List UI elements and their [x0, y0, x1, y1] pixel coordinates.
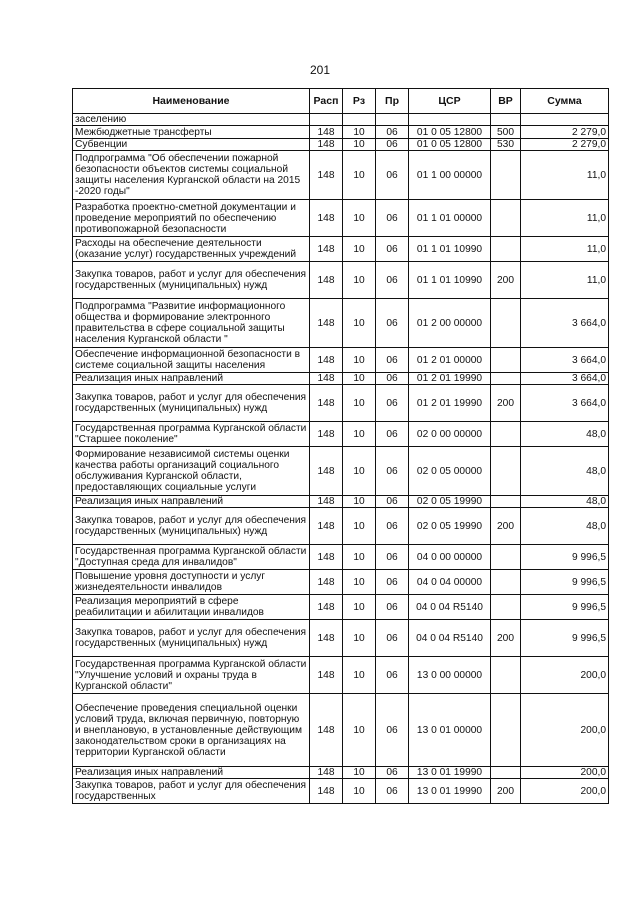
cell-vr	[491, 545, 521, 570]
table-row	[73, 139, 609, 151]
cell-name: Реализация иных направлений	[73, 496, 310, 508]
table-row	[73, 779, 609, 804]
cell-vr	[491, 595, 521, 620]
cell-rz: 10	[343, 545, 376, 570]
cell-vr: 200	[491, 779, 521, 804]
cell-vr: 200	[491, 262, 521, 299]
cell-csr: 01 0 05 12800	[409, 126, 491, 139]
cell-sum: 48,0	[521, 496, 609, 508]
cell-csr: 04 0 04 R5140	[409, 595, 491, 620]
cell-name: Закупка товаров, работ и услуг для обеспечения государственных	[73, 779, 310, 804]
table-row	[73, 373, 609, 385]
cell-csr: 01 1 01 00000	[409, 200, 491, 237]
cell-vr	[491, 237, 521, 262]
cell-pr: 06	[376, 422, 409, 447]
cell-vr	[491, 348, 521, 373]
cell-name: Формирование независимой системы оценки качества работы организаций социального обслуживания Курганской области, предоставляющих социальные услуги	[73, 447, 310, 496]
cell-rz: 10	[343, 373, 376, 385]
cell-csr: 01 2 01 00000	[409, 348, 491, 373]
cell-pr: 06	[376, 508, 409, 545]
cell-csr: 01 1 00 00000	[409, 151, 491, 200]
cell-pr: 06	[376, 694, 409, 767]
cell-csr: 02 0 05 00000	[409, 447, 491, 496]
cell-vr: 500	[491, 126, 521, 139]
table-row	[73, 767, 609, 779]
cell-pr: 06	[376, 620, 409, 657]
cell-pr: 06	[376, 496, 409, 508]
cell-rz: 10	[343, 385, 376, 422]
table-row	[73, 595, 609, 620]
cell-rasp: 148	[310, 657, 343, 694]
cell-rz: 10	[343, 508, 376, 545]
table-row	[73, 237, 609, 262]
cell-rasp: 148	[310, 570, 343, 595]
cell-rasp: 148	[310, 767, 343, 779]
cell-name: Субвенции	[73, 139, 310, 151]
header-csr: ЦСР	[409, 89, 491, 114]
cell-rasp	[310, 114, 343, 126]
cell-sum: 11,0	[521, 151, 609, 200]
table-row	[73, 126, 609, 139]
cell-rz: 10	[343, 779, 376, 804]
cell-rasp: 148	[310, 237, 343, 262]
cell-name: Обеспечение проведения специальной оценки условий труда, включая первичную, повторную и внеплановую, в установленные действующим законодательством сроки в организациях на территории Курганской области	[73, 694, 310, 767]
cell-vr	[491, 694, 521, 767]
cell-vr: 200	[491, 508, 521, 545]
cell-rasp: 148	[310, 595, 343, 620]
cell-sum: 3 664,0	[521, 385, 609, 422]
cell-pr: 06	[376, 348, 409, 373]
cell-sum: 9 996,5	[521, 595, 609, 620]
cell-pr: 06	[376, 139, 409, 151]
cell-name: Закупка товаров, работ и услуг для обеспечения государственных (муниципальных) нужд	[73, 508, 310, 545]
cell-csr: 13 0 01 19990	[409, 767, 491, 779]
cell-pr: 06	[376, 237, 409, 262]
cell-vr: 200	[491, 385, 521, 422]
cell-rz: 10	[343, 570, 376, 595]
cell-name: Обеспечение информационной безопасности в системе социальной защиты населения	[73, 348, 310, 373]
table-body	[73, 114, 609, 804]
cell-rasp: 148	[310, 385, 343, 422]
cell-csr: 01 2 00 00000	[409, 299, 491, 348]
cell-vr	[491, 447, 521, 496]
cell-name: Государственная программа Курганской области "Доступная среда для инвалидов"	[73, 545, 310, 570]
cell-rz: 10	[343, 447, 376, 496]
cell-sum: 200,0	[521, 767, 609, 779]
cell-csr: 02 0 00 00000	[409, 422, 491, 447]
cell-csr: 02 0 05 19990	[409, 496, 491, 508]
cell-rz	[343, 114, 376, 126]
cell-rz: 10	[343, 595, 376, 620]
cell-rz: 10	[343, 620, 376, 657]
cell-name: Закупка товаров, работ и услуг для обеспечения государственных (муниципальных) нужд	[73, 262, 310, 299]
cell-rasp: 148	[310, 447, 343, 496]
cell-rz: 10	[343, 126, 376, 139]
cell-csr: 01 1 01 10990	[409, 237, 491, 262]
header-rasp: Расп	[310, 89, 343, 114]
cell-rasp: 148	[310, 496, 343, 508]
cell-sum: 48,0	[521, 508, 609, 545]
table-row	[73, 545, 609, 570]
cell-name: Повышение уровня доступности и услуг жизнедеятельности инвалидов	[73, 570, 310, 595]
cell-pr: 06	[376, 151, 409, 200]
cell-pr: 06	[376, 373, 409, 385]
cell-vr	[491, 570, 521, 595]
cell-vr	[491, 299, 521, 348]
cell-name: Закупка товаров, работ и услуг для обеспечения государственных (муниципальных) нужд	[73, 385, 310, 422]
table-row	[73, 508, 609, 545]
cell-vr	[491, 657, 521, 694]
cell-sum: 48,0	[521, 447, 609, 496]
table-header-row	[73, 89, 609, 114]
budget-table	[72, 88, 609, 804]
cell-rz: 10	[343, 657, 376, 694]
cell-rasp: 148	[310, 779, 343, 804]
table-row	[73, 570, 609, 595]
table-row	[73, 114, 609, 126]
cell-sum: 3 664,0	[521, 348, 609, 373]
cell-vr	[491, 422, 521, 447]
cell-rasp: 148	[310, 373, 343, 385]
cell-pr	[376, 114, 409, 126]
cell-rasp: 148	[310, 126, 343, 139]
cell-rz: 10	[343, 694, 376, 767]
cell-pr: 06	[376, 545, 409, 570]
table-row	[73, 348, 609, 373]
cell-csr	[409, 114, 491, 126]
cell-pr: 06	[376, 767, 409, 779]
cell-rasp: 148	[310, 694, 343, 767]
table-row	[73, 657, 609, 694]
cell-csr: 13 0 01 00000	[409, 694, 491, 767]
header-sum: Сумма	[521, 89, 609, 114]
cell-rasp: 148	[310, 508, 343, 545]
cell-name: Разработка проектно-сметной документации и проведение мероприятий по обеспечению противопожарной безопасности	[73, 200, 310, 237]
cell-rasp: 148	[310, 348, 343, 373]
cell-csr: 04 0 04 R5140	[409, 620, 491, 657]
cell-vr	[491, 373, 521, 385]
cell-csr: 02 0 05 19990	[409, 508, 491, 545]
table-row	[73, 200, 609, 237]
cell-pr: 06	[376, 595, 409, 620]
cell-rasp: 148	[310, 139, 343, 151]
cell-rz: 10	[343, 348, 376, 373]
cell-sum: 3 664,0	[521, 373, 609, 385]
cell-sum: 9 996,5	[521, 570, 609, 595]
cell-rasp: 148	[310, 299, 343, 348]
header-pr: Пр	[376, 89, 409, 114]
cell-csr: 01 2 01 19990	[409, 373, 491, 385]
table-row	[73, 385, 609, 422]
cell-rz: 10	[343, 422, 376, 447]
cell-vr	[491, 200, 521, 237]
cell-vr	[491, 496, 521, 508]
cell-name: заселению	[73, 114, 310, 126]
cell-pr: 06	[376, 262, 409, 299]
cell-pr: 06	[376, 779, 409, 804]
cell-rz: 10	[343, 767, 376, 779]
cell-rz: 10	[343, 496, 376, 508]
cell-pr: 06	[376, 385, 409, 422]
cell-rz: 10	[343, 151, 376, 200]
table-row	[73, 262, 609, 299]
cell-name: Государственная программа Курганской области "Старшее поколение"	[73, 422, 310, 447]
cell-rz: 10	[343, 237, 376, 262]
cell-sum: 48,0	[521, 422, 609, 447]
cell-csr: 04 0 00 00000	[409, 545, 491, 570]
cell-vr: 200	[491, 620, 521, 657]
cell-sum: 2 279,0	[521, 139, 609, 151]
header-vr: ВР	[491, 89, 521, 114]
table-row	[73, 694, 609, 767]
cell-rz: 10	[343, 262, 376, 299]
cell-name: Реализация иных направлений	[73, 373, 310, 385]
table-row	[73, 299, 609, 348]
cell-sum: 3 664,0	[521, 299, 609, 348]
cell-sum: 11,0	[521, 237, 609, 262]
cell-rasp: 148	[310, 262, 343, 299]
cell-sum: 200,0	[521, 694, 609, 767]
header-name: Наименование	[73, 89, 310, 114]
table-row	[73, 151, 609, 200]
cell-pr: 06	[376, 126, 409, 139]
cell-rz: 10	[343, 139, 376, 151]
cell-name: Реализация иных направлений	[73, 767, 310, 779]
cell-sum: 11,0	[521, 262, 609, 299]
cell-pr: 06	[376, 299, 409, 348]
cell-rasp: 148	[310, 422, 343, 447]
cell-name: Закупка товаров, работ и услуг для обеспечения государственных (муниципальных) нужд	[73, 620, 310, 657]
cell-pr: 06	[376, 657, 409, 694]
cell-sum: 2 279,0	[521, 126, 609, 139]
cell-rasp: 148	[310, 545, 343, 570]
cell-sum: 9 996,5	[521, 620, 609, 657]
cell-name: Подпрограмма "Развитие информационного общества и формирование электронного правительства в сфере социальной защиты населения Курганской области "	[73, 299, 310, 348]
header-rz: Рз	[343, 89, 376, 114]
cell-rasp: 148	[310, 200, 343, 237]
cell-pr: 06	[376, 570, 409, 595]
cell-sum: 200,0	[521, 657, 609, 694]
cell-csr: 13 0 01 19990	[409, 779, 491, 804]
cell-sum	[521, 114, 609, 126]
page-number: 201	[309, 63, 331, 77]
cell-vr	[491, 151, 521, 200]
cell-csr: 01 0 05 12800	[409, 139, 491, 151]
cell-vr: 530	[491, 139, 521, 151]
table-row	[73, 447, 609, 496]
table-row	[73, 496, 609, 508]
cell-name: Межбюджетные трансферты	[73, 126, 310, 139]
cell-name: Реализация мероприятий в сфере реабилитации и абилитации инвалидов	[73, 595, 310, 620]
cell-sum: 200,0	[521, 779, 609, 804]
cell-csr: 01 1 01 10990	[409, 262, 491, 299]
cell-rz: 10	[343, 299, 376, 348]
cell-pr: 06	[376, 200, 409, 237]
table-row	[73, 620, 609, 657]
cell-vr	[491, 114, 521, 126]
cell-name: Расходы на обеспечение деятельности (оказание услуг) государственных учреждений	[73, 237, 310, 262]
cell-csr: 13 0 00 00000	[409, 657, 491, 694]
cell-sum: 11,0	[521, 200, 609, 237]
cell-csr: 01 2 01 19990	[409, 385, 491, 422]
cell-name: Подпрограмма "Об обеспечении пожарной безопасности объектов системы социальной защиты населения Курганской области на 2015 -2020 годы"	[73, 151, 310, 200]
cell-pr: 06	[376, 447, 409, 496]
table-row	[73, 422, 609, 447]
cell-name: Государственная программа Курганской области "Улучшение условий и охраны труда в Курганской области"	[73, 657, 310, 694]
cell-csr: 04 0 04 00000	[409, 570, 491, 595]
cell-sum: 9 996,5	[521, 545, 609, 570]
cell-rasp: 148	[310, 620, 343, 657]
cell-vr	[491, 767, 521, 779]
cell-rasp: 148	[310, 151, 343, 200]
cell-rz: 10	[343, 200, 376, 237]
